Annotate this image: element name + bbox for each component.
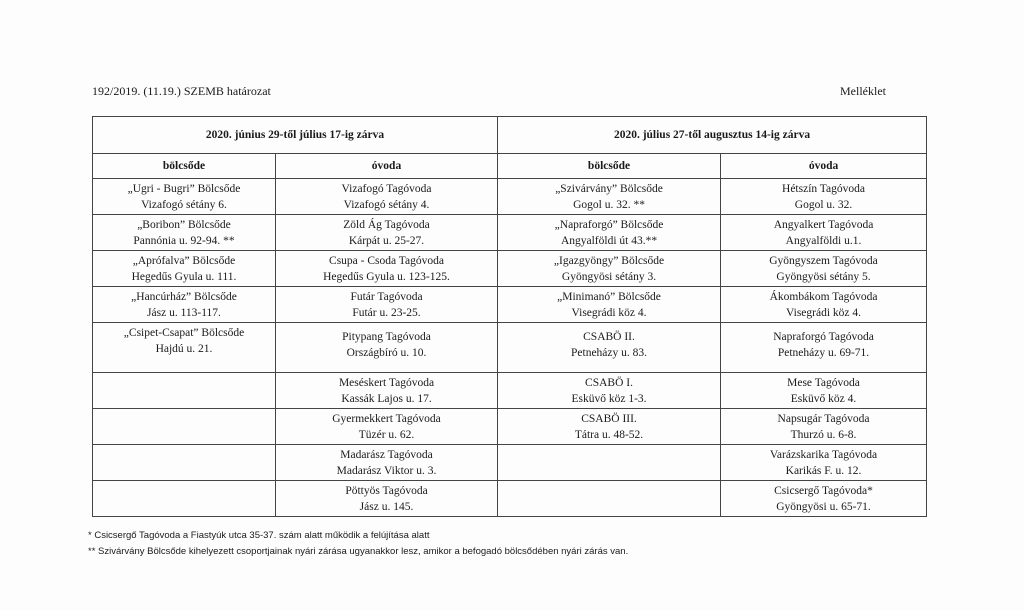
bolcsode-cell: [498, 323, 721, 373]
institution-name: „Aprófalva” Bölcsőde: [132, 255, 236, 267]
ovoda-cell: [721, 215, 927, 251]
table-row: [93, 445, 927, 481]
institution-address: Esküvő köz 1-3.: [571, 393, 647, 405]
institution-name: Vizafogó Tagóvoda: [341, 183, 432, 195]
institution-address: Országbíró u. 10.: [346, 347, 427, 359]
bolcsode-cell: [498, 179, 721, 215]
bolcsode-cell: [93, 409, 276, 445]
bolcsode-cell: [93, 323, 276, 373]
ovoda-cell: [721, 323, 927, 373]
institution-name: „Minimanó” Bölcsőde: [557, 291, 661, 303]
ovoda-cell: [721, 373, 927, 409]
institution-address: Gyöngyösi sétány 3.: [561, 271, 657, 283]
institution-address: Jász u. 113-117.: [147, 307, 221, 319]
institution-address: Vizafogó sétány 4.: [343, 199, 430, 211]
institution-name: CSABÖ III.: [581, 413, 637, 425]
institution-address: Gogol u. 32. **: [573, 199, 645, 211]
ovoda-cell: [276, 251, 498, 287]
institution-address: Thurzó u. 6-8.: [790, 429, 857, 441]
ovoda-cell: [721, 445, 927, 481]
institution-name: Mese Tagóvoda: [787, 377, 860, 389]
institution-name: Ákombákom Tagóvoda: [769, 291, 878, 303]
ovoda-cell: [276, 287, 498, 323]
table-row: [93, 251, 927, 287]
institution-name: Gyöngyszem Tagóvoda: [769, 255, 878, 267]
institution-name: Napsugár Tagóvoda: [777, 413, 870, 425]
table-row: [93, 323, 927, 373]
institution-address: Pannónia u. 92-94. **: [133, 235, 235, 247]
ovoda-cell: [721, 251, 927, 287]
bolcsode-cell: [93, 287, 276, 323]
ovoda-cell: [276, 409, 498, 445]
institution-name: „Napraforgó” Bölcsőde: [554, 219, 664, 231]
table-row: [93, 481, 927, 517]
bolcsode-cell: [498, 481, 721, 517]
institution-address: Gyöngyösi u. 65-71.: [776, 501, 871, 513]
institution-address: Esküvő köz 4.: [790, 393, 857, 405]
institution-name: Madarász Tagóvoda: [340, 449, 433, 461]
institution-name: Varázskarika Tagóvoda: [769, 449, 878, 461]
table-row: [93, 179, 927, 215]
bolcsode-cell: [498, 409, 721, 445]
col-header-ovoda-1: óvoda: [276, 154, 498, 179]
decision-number: 192/2019. (11.19.) SZEMB határozat: [92, 84, 271, 98]
bolcsode-cell: [93, 373, 276, 409]
col-header-bolcsode-2: bölcsőde: [498, 154, 721, 179]
institution-address: Angyalföldi út 43.**: [560, 235, 658, 247]
institution-address: Madarász Viktor u. 3.: [336, 465, 437, 477]
footnote-1: * Csicsergő Tagóvoda a Fiastyúk utca 35-37. szám alatt működik a felújítása alatt: [88, 530, 430, 541]
table-row: [93, 409, 927, 445]
bolcsode-cell: [93, 179, 276, 215]
annex-label: Melléklet: [840, 84, 886, 98]
ovoda-cell: [721, 409, 927, 445]
ovoda-cell: [721, 287, 927, 323]
period-2-header: 2020. július 27-től augusztus 14-ig zárva: [498, 117, 927, 154]
institution-address: Gyöngyösi sétány 5.: [776, 271, 871, 283]
institution-name: Napraforgó Tagóvoda: [773, 331, 874, 343]
institution-address: Visegrádi köz 4.: [571, 307, 647, 319]
institution-name: „Igazgyöngy” Bölcsőde: [553, 255, 665, 267]
ovoda-cell: [276, 323, 498, 373]
institution-address: Visegrádi köz 4.: [786, 307, 862, 319]
institution-name: „Hancúrház” Bölcsőde: [131, 291, 237, 303]
institution-name: Hétszín Tagóvoda: [782, 183, 865, 195]
institution-name: Gyermekkert Tagóvoda: [332, 413, 441, 425]
table-row: [93, 215, 927, 251]
institution-address: Petneházy u. 83.: [571, 347, 648, 359]
footnotes: [88, 528, 628, 560]
bolcsode-cell: [498, 445, 721, 481]
institution-address: Gogol u. 32.: [794, 199, 853, 211]
bolcsode-cell: [498, 251, 721, 287]
col-header-bolcsode-1: bölcsőde: [93, 154, 276, 179]
institution-name: „Ugri - Bugri” Bölcsőde: [127, 183, 241, 195]
ovoda-cell: [276, 373, 498, 409]
institution-address: Hajdú u. 21.: [155, 343, 213, 355]
bolcsode-cell: [498, 373, 721, 409]
ovoda-cell: [276, 445, 498, 481]
institution-address: Futár u. 23-25.: [352, 307, 421, 319]
institution-address: Hegedűs Gyula u. 111.: [131, 271, 237, 283]
col-header-ovoda-2: óvoda: [721, 154, 927, 179]
institution-name: CSABÖ II.: [583, 331, 635, 343]
institution-name: „Szivárvány” Bölcsőde: [555, 183, 663, 195]
institution-name: Futár Tagóvoda: [350, 291, 423, 303]
closure-schedule-table: [92, 116, 927, 517]
institution-name: „Csipet-Csapat” Bölcsőde: [123, 327, 245, 339]
institution-name: Meséskert Tagóvoda: [338, 377, 435, 389]
institution-name: Pöttyös Tagóvoda: [345, 485, 428, 497]
institution-address: Angyalföldi u.1.: [785, 235, 862, 247]
bolcsode-cell: [93, 215, 276, 251]
ovoda-cell: [721, 179, 927, 215]
institution-address: Kárpát u. 25-27.: [348, 235, 425, 247]
institution-name: Csicsergő Tagóvoda*: [774, 485, 873, 497]
institution-address: Tátra u. 48-52.: [574, 429, 644, 441]
institution-address: Kassák Lajos u. 17.: [341, 393, 432, 405]
institution-name: Pitypang Tagóvoda: [342, 331, 431, 343]
period-1-header: 2020. június 29-től július 17-ig zárva: [93, 117, 498, 154]
institution-address: Vizafogó sétány 6.: [141, 199, 227, 211]
institution-name: „Boribon” Bölcsőde: [137, 219, 231, 231]
institution-address: Petneházy u. 69-71.: [777, 347, 870, 359]
ovoda-cell: [276, 215, 498, 251]
bolcsode-cell: [93, 481, 276, 517]
table-row: [93, 287, 927, 323]
bolcsode-cell: [498, 215, 721, 251]
footnote-2: ** Szivárvány Bölcsőde kihelyezett csoportjainak nyári zárása ugyanakkor lesz, amikor a befogadó bölcsődében nyári zárás van.: [88, 546, 629, 557]
institution-name: Angyalkert Tagóvoda: [773, 219, 874, 231]
institution-name: Csupa - Csoda Tagóvoda: [329, 255, 444, 267]
institution-name: Zöld Ág Tagóvoda: [343, 219, 430, 231]
bolcsode-cell: [498, 287, 721, 323]
table-row: [93, 373, 927, 409]
ovoda-cell: [276, 481, 498, 517]
ovoda-cell: [276, 179, 498, 215]
institution-name: CSABÖ I.: [585, 377, 633, 389]
bolcsode-cell: [93, 445, 276, 481]
institution-address: Karikás F. u. 12.: [785, 465, 862, 477]
ovoda-cell: [721, 481, 927, 517]
bolcsode-cell: [93, 251, 276, 287]
institution-address: Tüzér u. 62.: [358, 429, 415, 441]
institution-address: Hegedűs Gyula u. 123-125.: [323, 271, 450, 283]
institution-address: Jász u. 145.: [359, 501, 414, 513]
